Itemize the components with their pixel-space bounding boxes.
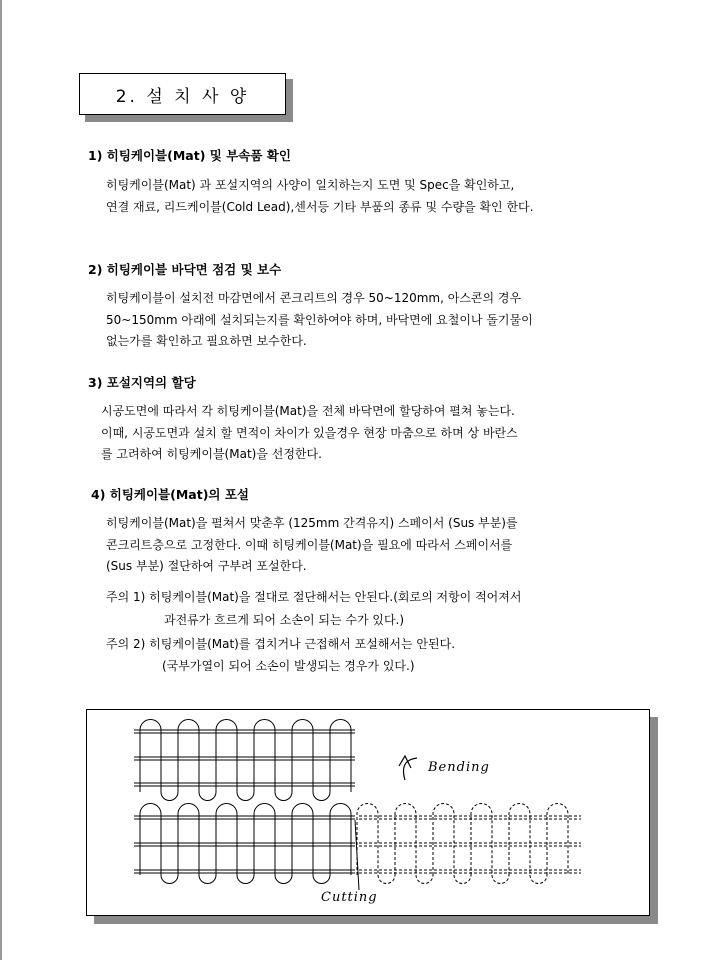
- section-1-line-1: 히팅케이블(Mat) 과 포설지역의 사양이 일치하는지 도면 및 Spec을 확인하고,: [106, 178, 515, 192]
- page-title: 2. 설 치 사 양: [79, 73, 286, 115]
- section-3-line-2: 이때, 시공도면과 설치 할 면적이 차이가 있을경우 현장 마춤으로 하며 상 바란스: [101, 425, 518, 440]
- section-2-line-1: 히팅케이블이 설치전 마감면에서 콘크리트의 경우 50~120mm, 아스콘의 경우: [106, 291, 522, 305]
- section-4-line-1: 히팅케이블(Mat)을 펼쳐서 맞춘후 (125mm 간격유지) 스페이서 (Sus 부분)를: [106, 516, 518, 530]
- section-4-body: [106, 513, 518, 578]
- section-1-body: [106, 175, 533, 218]
- cutting-pointer: [355, 820, 359, 890]
- section-1-line-2: 연결 재료, 리드케이블(Cold Lead),센서등 기타 부품의 종류 및 수량을 확인 한다.: [106, 199, 534, 214]
- note-1: [106, 587, 521, 631]
- mat-installation-figure: [86, 709, 650, 916]
- page-left-border: [0, 0, 2, 960]
- note-1-line: 주의 1) 히팅케이블(Mat)을 절대로 절단해서는 안된다.(회로의 저항이 적어져서: [106, 590, 522, 604]
- note-1-sub: 과전류가 흐르게 되어 소손이 되는 수가 있다.): [164, 612, 405, 627]
- section-3-body: [101, 401, 518, 466]
- section-2-heading: 2) 히팅케이블 바닥면 점검 및 보수: [88, 262, 282, 277]
- section-3-heading: 3) 포설지역의 할당: [88, 375, 196, 390]
- section-4-line-2: 콘크리트층으로 고정한다. 이때 히팅케이블(Mat)을 필요에 따라서 스페이서를: [106, 537, 513, 552]
- bending-arrow-curve: [404, 758, 418, 780]
- section-4-heading: 4) 히팅케이블(Mat)의 포설: [91, 487, 249, 502]
- note-2-sub: (국부가열이 되어 소손이 발생되는 경우가 있다.): [162, 658, 415, 673]
- section-2-body: [106, 288, 533, 353]
- note-2-line: 주의 2) 히팅케이블(Mat)를 겹치거나 근접해서 포설해서는 안된다.: [106, 637, 456, 651]
- section-3-line-3: 를 고려하여 히팅케이블(Mat)을 선정한다.: [101, 447, 322, 461]
- note-2: [106, 634, 455, 677]
- section-2-line-2: 50~150mm 아래에 설치되는지를 확인하여야 하며, 바닥면에 요철이나 돌기물이: [106, 312, 533, 327]
- section-3-line-1: 시공도면에 따라서 각 히팅케이블(Mat)을 전체 바닥면에 할당하여 펼쳐 놓는다.: [101, 404, 515, 418]
- bending-arrow-head: [399, 756, 411, 768]
- figure-drawing: [87, 710, 649, 915]
- section-4-line-3: (Sus 부분) 절단하여 구부려 포설한다.: [106, 559, 307, 573]
- section-2-line-3: 없는가를 확인하고 필요하면 보수한다.: [106, 334, 307, 348]
- bending-label: Bending: [428, 760, 490, 775]
- section-1-heading: 1) 히팅케이블(Mat) 및 부속품 확인: [88, 148, 291, 163]
- cutting-label: Cutting: [321, 890, 378, 905]
